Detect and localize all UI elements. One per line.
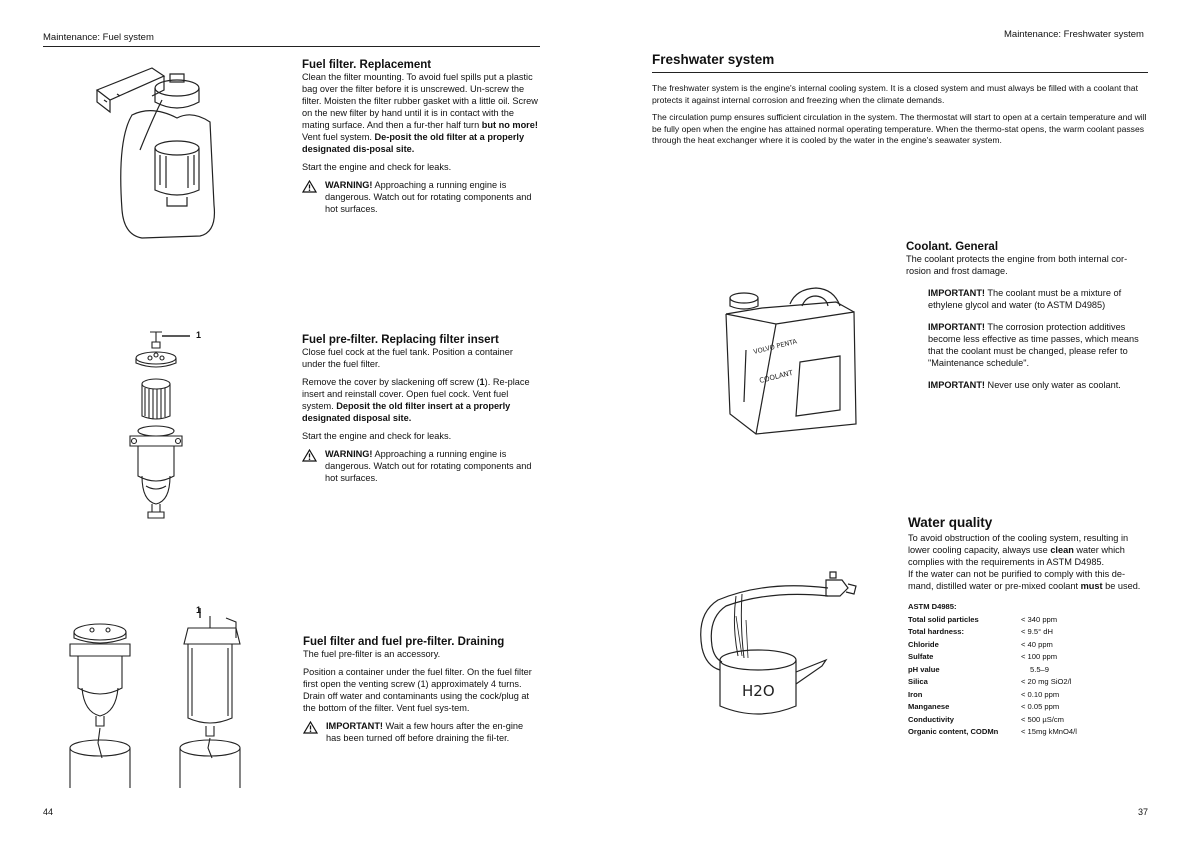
paragraph: The coolant protects the engine from both internal cor-rosion and frost damage. [906, 254, 1128, 276]
text: To avoid obstruction of the cooling system, resulting in lower cooling capacity, always use [908, 533, 1129, 555]
text: Wait a few hours after the en-gine has been turned off before draining the fil-ter. [326, 721, 524, 743]
table-cell-limit: < 0.05 ppm [1021, 702, 1060, 711]
warning-note [302, 448, 538, 484]
important-note [303, 720, 539, 744]
section-title: Water quality [908, 515, 993, 530]
section-freshwater-system [652, 52, 1148, 153]
left-header-rule [43, 46, 540, 47]
important-label: IMPORTANT! [326, 721, 383, 731]
warning-triangle-icon [302, 180, 317, 193]
section-fuel-prefilter [302, 334, 538, 484]
title-rule [652, 72, 1148, 73]
text: Clean the filter mounting. To avoid fuel spills put a plastic bag over the filter before it is unscrewed. Un-screw the filter. Moisten the filter rubber gasket with a little oil. Screw on the new filter by hand until it is in contact with the mating surface. And then a fur-ther half turn [302, 72, 538, 130]
table-cell-parameter: Sulfate [908, 652, 934, 661]
bold-text: De-posit the old filter at a properly designated dis-posal site. [302, 132, 525, 154]
important-notes [928, 287, 1146, 391]
bold-text: must [1080, 581, 1103, 591]
table-cell-limit: < 100 ppm [1021, 652, 1058, 661]
can-brand-label: VOLVO PENTA [752, 337, 798, 356]
table-cell-parameter: Total solid particles [908, 614, 979, 624]
table-cell-limit: < 340 ppm [1021, 614, 1058, 624]
table-row [908, 715, 1077, 728]
important-text [326, 720, 538, 744]
important-note [928, 321, 1146, 369]
table-row [908, 615, 1077, 628]
section-fuel-filter-replacement [302, 59, 538, 215]
important-label: IMPORTANT! [928, 288, 985, 298]
table-row [908, 665, 1077, 678]
table-row [908, 627, 1077, 640]
coolant-can-illustration [716, 284, 866, 439]
section-water-quality [908, 515, 1148, 740]
bold-text: 1 [479, 377, 485, 387]
table-cell-limit: < 0.10 ppm [1021, 689, 1060, 699]
table-cell-parameter: pH value [908, 664, 940, 674]
fuel-filter-replacement-illustration [92, 60, 232, 242]
paragraph: Start the engine and check for leaks. [302, 162, 452, 172]
text: The coolant must be a mixture of ethylene glycol and water (to ASTM D4985) [928, 288, 1122, 310]
text: If the water can not be purified to comply with this de-mand, distilled water or pre-mixed coolant [908, 569, 1126, 591]
paragraph: The fuel pre-filter is an accessory. [303, 649, 441, 659]
text: Remove the cover by slackening off screw ( [302, 377, 480, 387]
left-page-header: Maintenance: Fuel system [43, 32, 154, 43]
important-label: IMPORTANT! [928, 322, 985, 332]
paragraph: The freshwater system is the engine's internal cooling system. It is a closed system and must always be filled with a coolant that protects it against internal corrosion and freezing when the climate demands. [652, 83, 1138, 105]
text: water which complies with the requirements in ASTM D4985. [908, 545, 1125, 567]
table-cell-parameter: Manganese [908, 702, 950, 711]
warning-note [302, 179, 538, 215]
paragraph [302, 376, 538, 424]
warning-text [325, 448, 535, 484]
table-cell-limit: < 15mg kMnO4/l [1021, 727, 1077, 736]
table-row [908, 640, 1077, 653]
paragraph: Position a container under the fuel filter. On the fuel filter first open the venting screw (1) approximately 4 turns. Drain off water and contaminants using the cock/plug at the bottom of the filter. Vent fuel sys-tem. [303, 667, 532, 713]
paragraph: Close fuel cock at the fuel tank. Position a container under the fuel filter. [302, 347, 513, 369]
section-title: Fuel pre-filter. Replacing filter insert [302, 334, 499, 346]
right-page-header: Maintenance: Freshwater system [1004, 29, 1144, 40]
important-note [928, 379, 1146, 391]
table-cell-parameter: Conductivity [908, 714, 954, 724]
table-cell-limit: < 9.5° dH [1021, 627, 1053, 636]
text: The corrosion protection additives become less effective as time passes, which means that the coolant must be changed, please refer to "Maintenance schedule". [928, 322, 1139, 368]
section-title: Coolant. General [906, 241, 999, 253]
table-row [908, 727, 1077, 740]
can-coolant-label: COOLANT [758, 368, 794, 385]
table-cell-limit: < 500 µS/cm [1021, 714, 1064, 724]
table-row [908, 702, 1077, 715]
left-page-number: 44 [43, 807, 54, 817]
water-can-illustration [696, 566, 862, 716]
table-row [908, 690, 1077, 703]
bold-text: but no more! [481, 120, 538, 130]
warning-triangle-icon [303, 721, 318, 734]
important-label: IMPORTANT! [928, 380, 985, 390]
section-coolant-general [906, 241, 1146, 401]
section-fuel-filter-draining [303, 636, 539, 744]
table-cell-parameter: Total hardness: [908, 627, 964, 636]
table-cell-parameter: Chloride [908, 639, 939, 649]
table-row [908, 677, 1077, 690]
table-cell-limit: 5.5–9 [1030, 664, 1050, 674]
astm-requirements-table [908, 602, 1077, 740]
paragraph: The circulation pump ensures sufficient circulation in the system. The thermostat will start to open at a certain temperature and will be fully open when the engine has attained normal operating temperature. When the thermo-stat opens, the warm coolant passes through the heat exchanger where it is cooled by the water in the engine's seawater system. [652, 112, 1147, 145]
table-cell-limit: < 40 ppm [1021, 639, 1053, 649]
text: be used. [1102, 581, 1141, 591]
table-cell-parameter: Silica [908, 677, 928, 686]
warning-triangle-icon [302, 449, 317, 462]
text: Approaching a running engine is dangerous. Watch out for rotating components and hot surfaces. [325, 180, 532, 214]
section-title: Fuel filter and fuel pre-filter. Draining [303, 636, 505, 648]
text: Vent fuel system. [302, 132, 375, 142]
paragraph: Start the engine and check for leaks. [302, 431, 452, 441]
warning-label: WARNING! [325, 449, 373, 459]
table-row [908, 652, 1077, 665]
right-page-number: 37 [1138, 807, 1149, 817]
paragraph [302, 71, 538, 155]
warning-label: WARNING! [325, 180, 373, 190]
table-title: ASTM D4985: [908, 602, 957, 611]
fuel-filter-draining-illustration [60, 608, 250, 788]
text: ). Re-place insert and reinstall cover. Open fuel cock. Vent fuel system. [302, 377, 530, 411]
paragraph [908, 568, 1148, 592]
table-cell-parameter: Iron [908, 689, 923, 699]
table-cell-limit: < 20 mg SiO2/l [1021, 677, 1072, 686]
callout-label-1: 1 [196, 330, 202, 340]
bold-text: Deposit the old filter insert at a properly designated disposal site. [302, 401, 511, 423]
section-title: Freshwater system [652, 52, 775, 67]
bold-text: clean [1050, 545, 1074, 555]
h2o-label: H2O [742, 682, 775, 700]
section-title: Fuel filter. Replacement [302, 59, 432, 71]
fuel-prefilter-exploded-illustration [120, 326, 215, 526]
paragraph [908, 532, 1148, 568]
table-title-row [908, 602, 1077, 615]
warning-text [325, 179, 535, 215]
table-cell-parameter: Organic content, CODMn [908, 727, 999, 736]
text: Never use only water as coolant. [985, 380, 1121, 390]
callout-label-1: 1 [196, 605, 202, 615]
important-note [928, 287, 1146, 311]
text: Approaching a running engine is dangerous. Watch out for rotating components and hot surfaces. [325, 449, 532, 483]
